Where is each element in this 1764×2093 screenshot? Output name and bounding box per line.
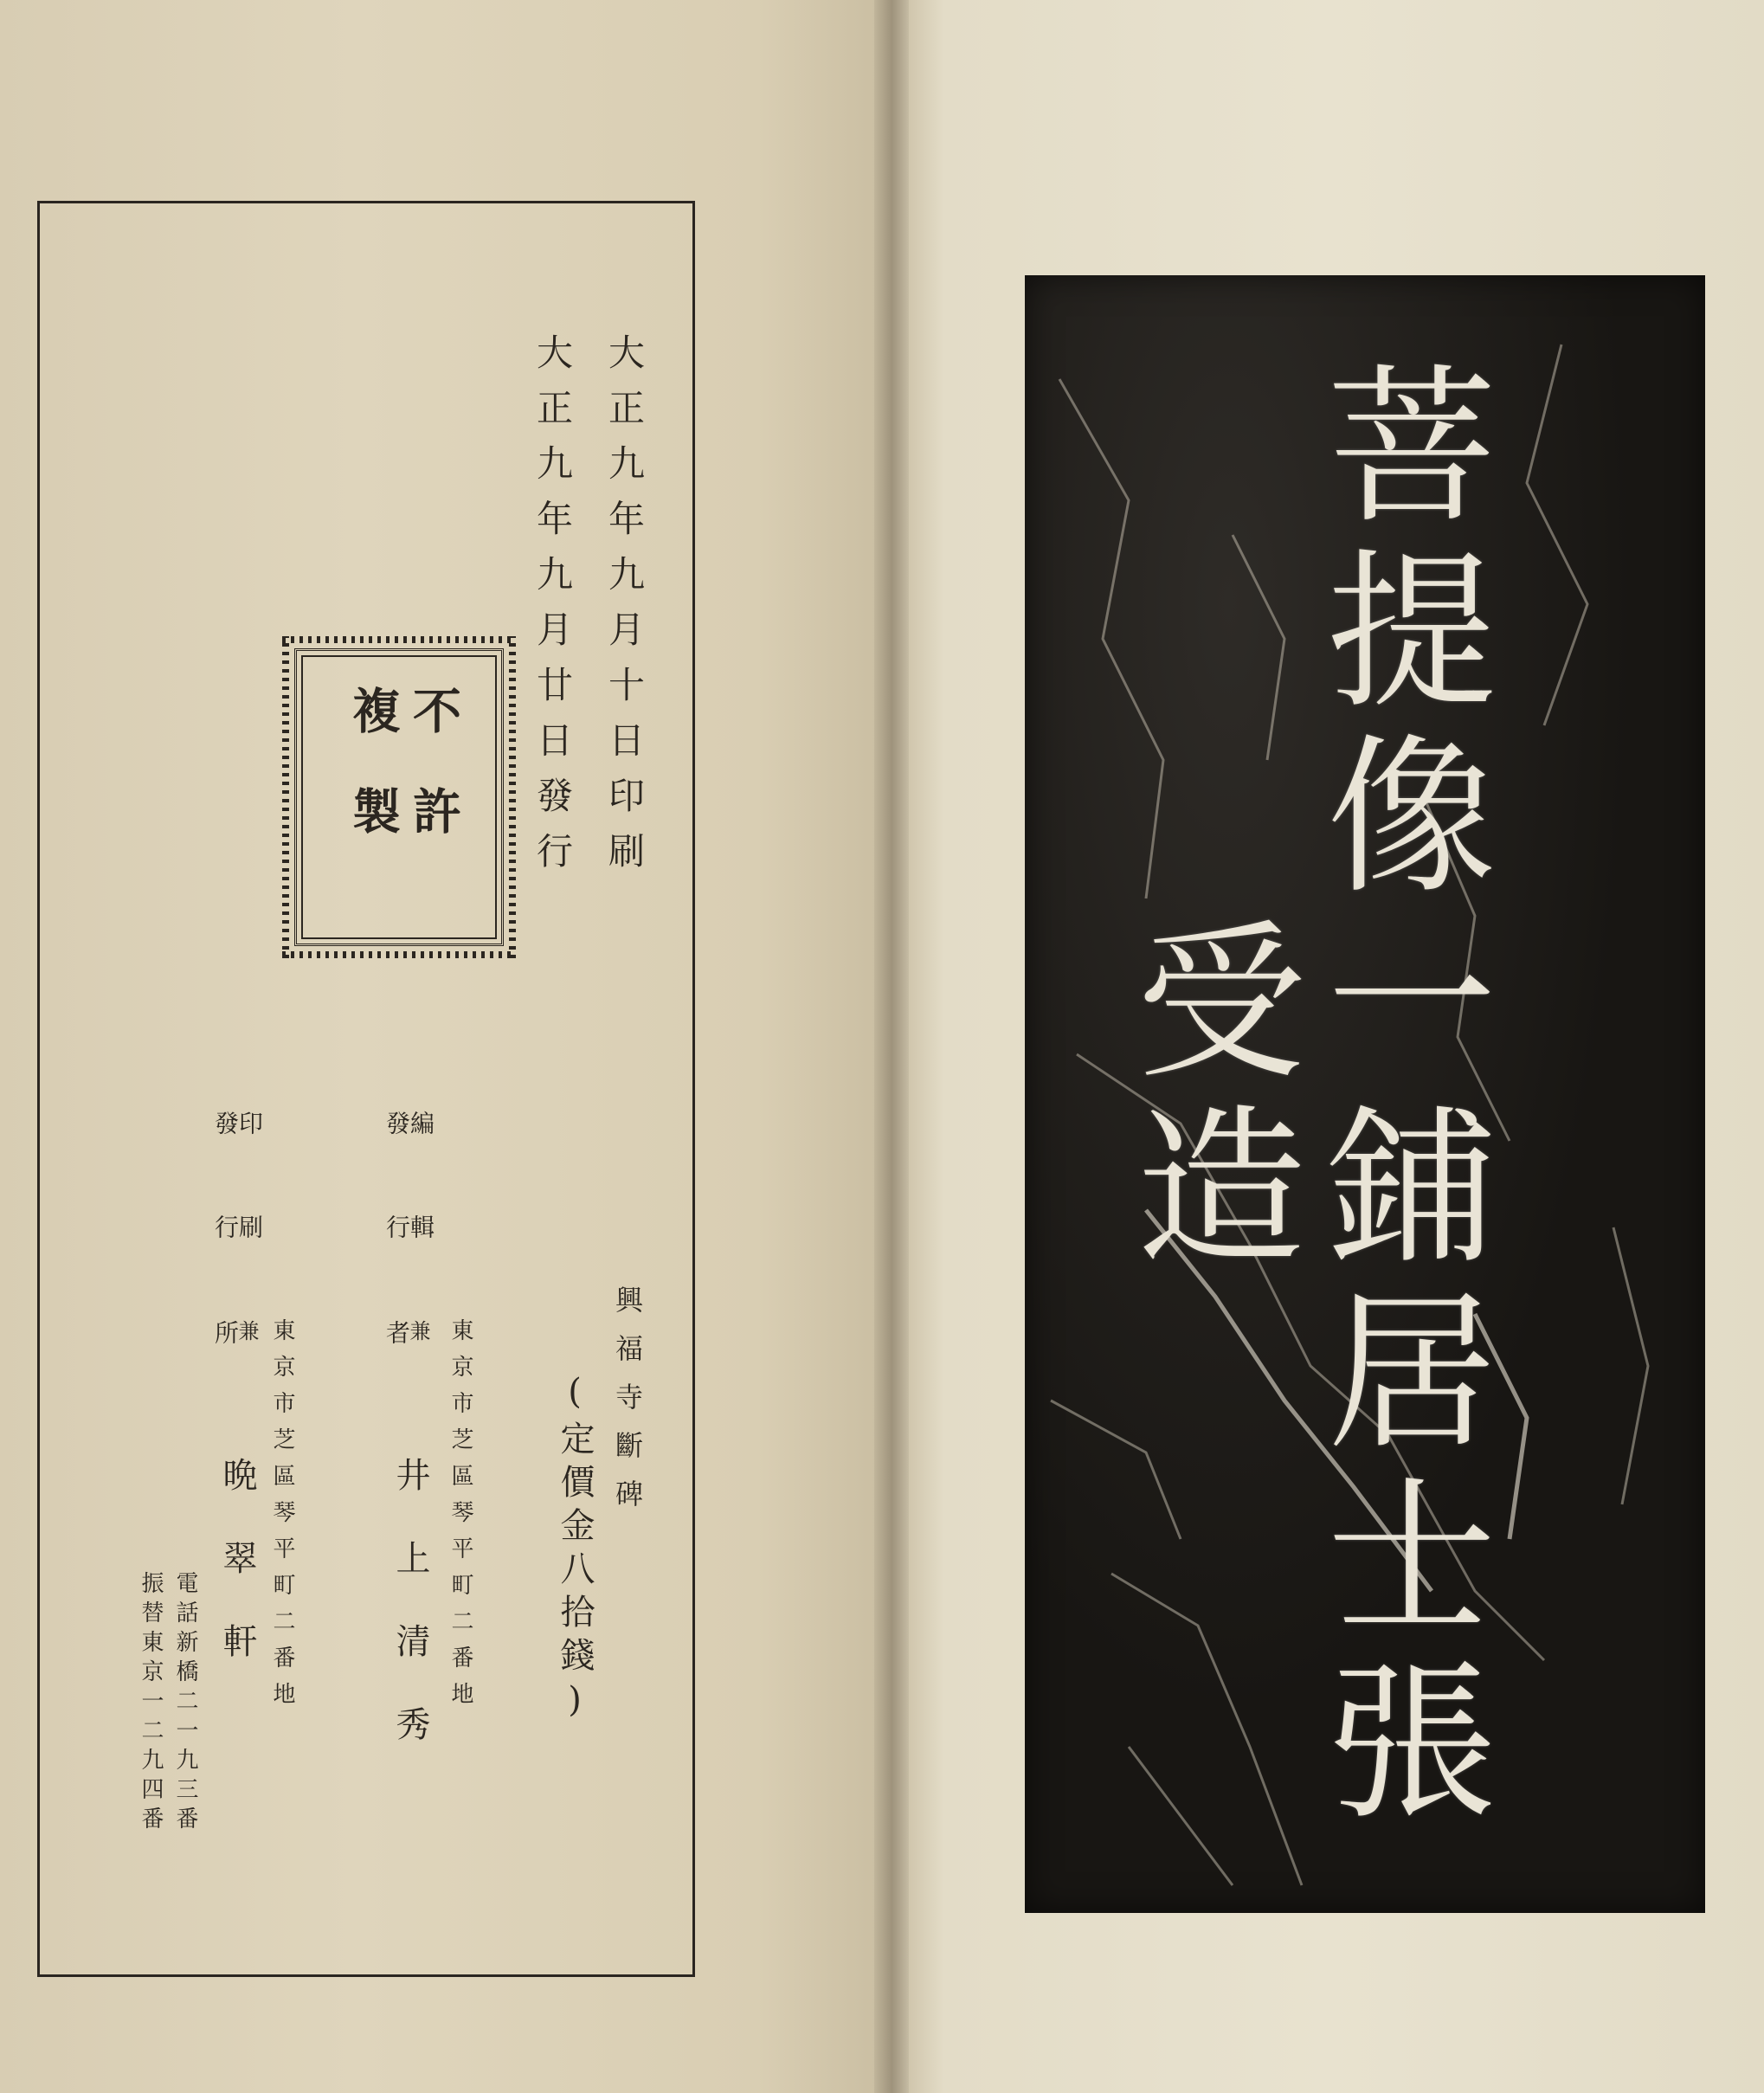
editor-address: 東京市芝區琴平町二番地 xyxy=(447,1318,473,1718)
stele-rubbing xyxy=(1025,275,1705,1913)
book-title: 興福寺斷碑 xyxy=(611,1285,644,1528)
rubbing-inscription: 菩提像一鋪居士張受造 xyxy=(1108,357,1496,1839)
printer-role-4: 行 xyxy=(211,1214,240,1239)
printer-address: 東京市芝區琴平町二番地 xyxy=(269,1318,295,1718)
printer-name: 晩 翠 軒 xyxy=(217,1457,257,1665)
editor-role-3: 發 xyxy=(383,1111,411,1135)
printer-role-2: 刷 xyxy=(235,1214,264,1239)
printer-role-1: 印 xyxy=(235,1111,264,1135)
editor-role-suffix: 兼 xyxy=(406,1320,430,1341)
colophon-frame xyxy=(37,201,695,1977)
seal-text-col2: 複製 xyxy=(344,686,402,886)
printer-role-3: 發 xyxy=(211,1111,240,1135)
publish-date: 大正九年九月廿日發行 xyxy=(531,333,574,887)
editor-role-1: 編 xyxy=(407,1111,435,1135)
editor-name: 井 上 清 秀 xyxy=(390,1457,430,1748)
printer-transfer: 振替東京一二九四番 xyxy=(138,1571,164,1836)
book-gutter xyxy=(874,0,909,2093)
print-date: 大正九年九月十日印刷 xyxy=(603,333,646,887)
printer-phone: 電話新橋二一九三番 xyxy=(172,1571,198,1836)
editor-role-4: 行 xyxy=(383,1214,411,1239)
printer-role-suffix2: 所 xyxy=(211,1320,240,1344)
copyright-seal xyxy=(282,636,516,958)
editor-role-2: 輯 xyxy=(407,1214,435,1239)
editor-role-suffix2: 者 xyxy=(383,1320,411,1344)
seal-text-col1: 不許 xyxy=(405,686,462,886)
printer-role-suffix: 兼 xyxy=(235,1320,259,1341)
seal-inner-border xyxy=(294,648,504,946)
book-price: (定價金八拾錢) xyxy=(555,1372,595,1729)
